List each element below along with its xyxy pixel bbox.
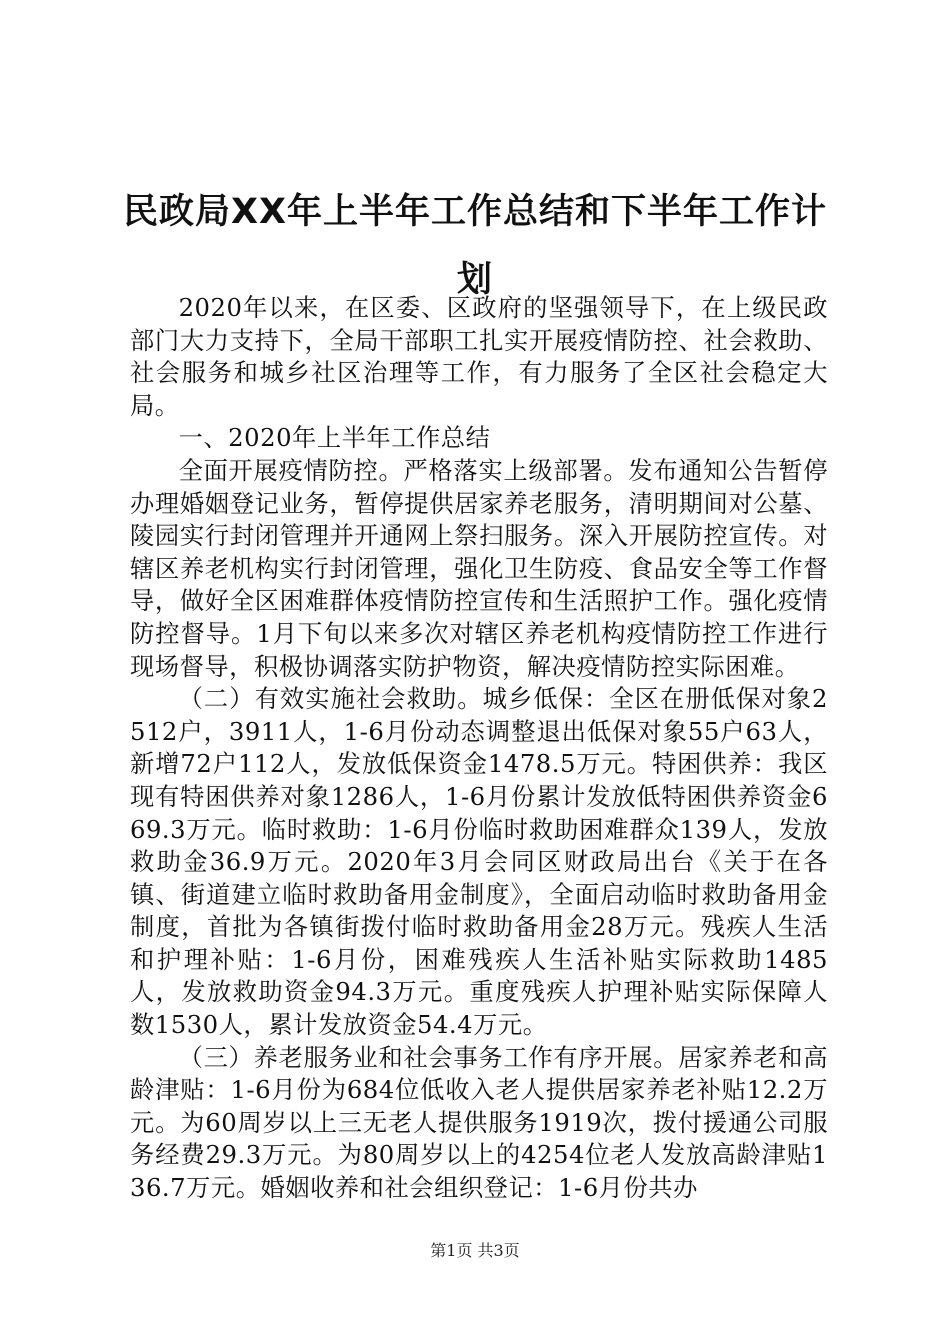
section-heading: 一、2020年上半年工作总结	[178, 423, 491, 453]
page-footer: 第1页 共3页	[430, 1241, 520, 1260]
paragraph-epidemic-control: 全面开展疫情防控。严格落实上级部署。发布通知公告暂停办理婚姻登记业务，暂停提供居家养老服务，清明期间对公墓、陵园实行封闭管理并开通网上祭扫服务。深入开展防控宣传。对辖区养老机构实行封闭管理，强化卫生防疫、食品安全等工作督导，做好全区困难群体疫情防控宣传和生活照护工作。强化疫情防控督导。1月下旬以来多次对辖区养老机构疫情防控工作进行现场督导，积极协调落实防护物资，解决疫情防控实际困难。	[130, 455, 828, 681]
paragraph-elderly-services: （三）养老服务业和社会事务工作有序开展。居家养老和高龄津贴：1-6月份为684位低收入老人提供居家养老补贴12.2万元。为60周岁以上三无老人提供服务1919次，拨付援通公司服务经费29.3万元。为80周岁以上的4254位老人发放高龄津贴136.7万元。婚姻收养和社会组织登记：1-6月份共办	[130, 1042, 828, 1203]
document-title: 民政局XX年上半年工作总结和下半年工作计划	[123, 192, 827, 300]
paragraph-intro: 2020年以来，在区委、区政府的坚强领导下，在上级民政部门大力支持下，全局干部职工扎实开展疫情防控、社会救助、社会服务和城乡社区治理等工作，有力服务了全区社会稳定大局。	[130, 293, 828, 420]
document-body	[130, 292, 828, 1205]
paragraph-social-assistance: （二）有效实施社会救助。城乡低保：全区在册低保对象2512户，3911人，1-6月份动态调整退出低保对象55户63人，新增72户112人，发放低保资金1478.5万元。特困供养：我区现有特困供养对象1286人，1-6月份累计发放低特困供养资金669.3万元。临时救助：1-6月份临时救助困难群众139人，发放救助金36.9万元。2020年3月会同区财政局出台《关于在各镇、街道建立临时救助备用金制度》，全面启动临时救助备用金制度，首批为各镇街拨付临时救助备用金28万元。残疾人生活和护理补贴：1-6月份，困难残疾人生活补贴实际救助1485人，发放救助资金94.3万元。重度残疾人护理补贴实际保障人数1530人，累计发放资金54.4万元。	[130, 684, 828, 1040]
